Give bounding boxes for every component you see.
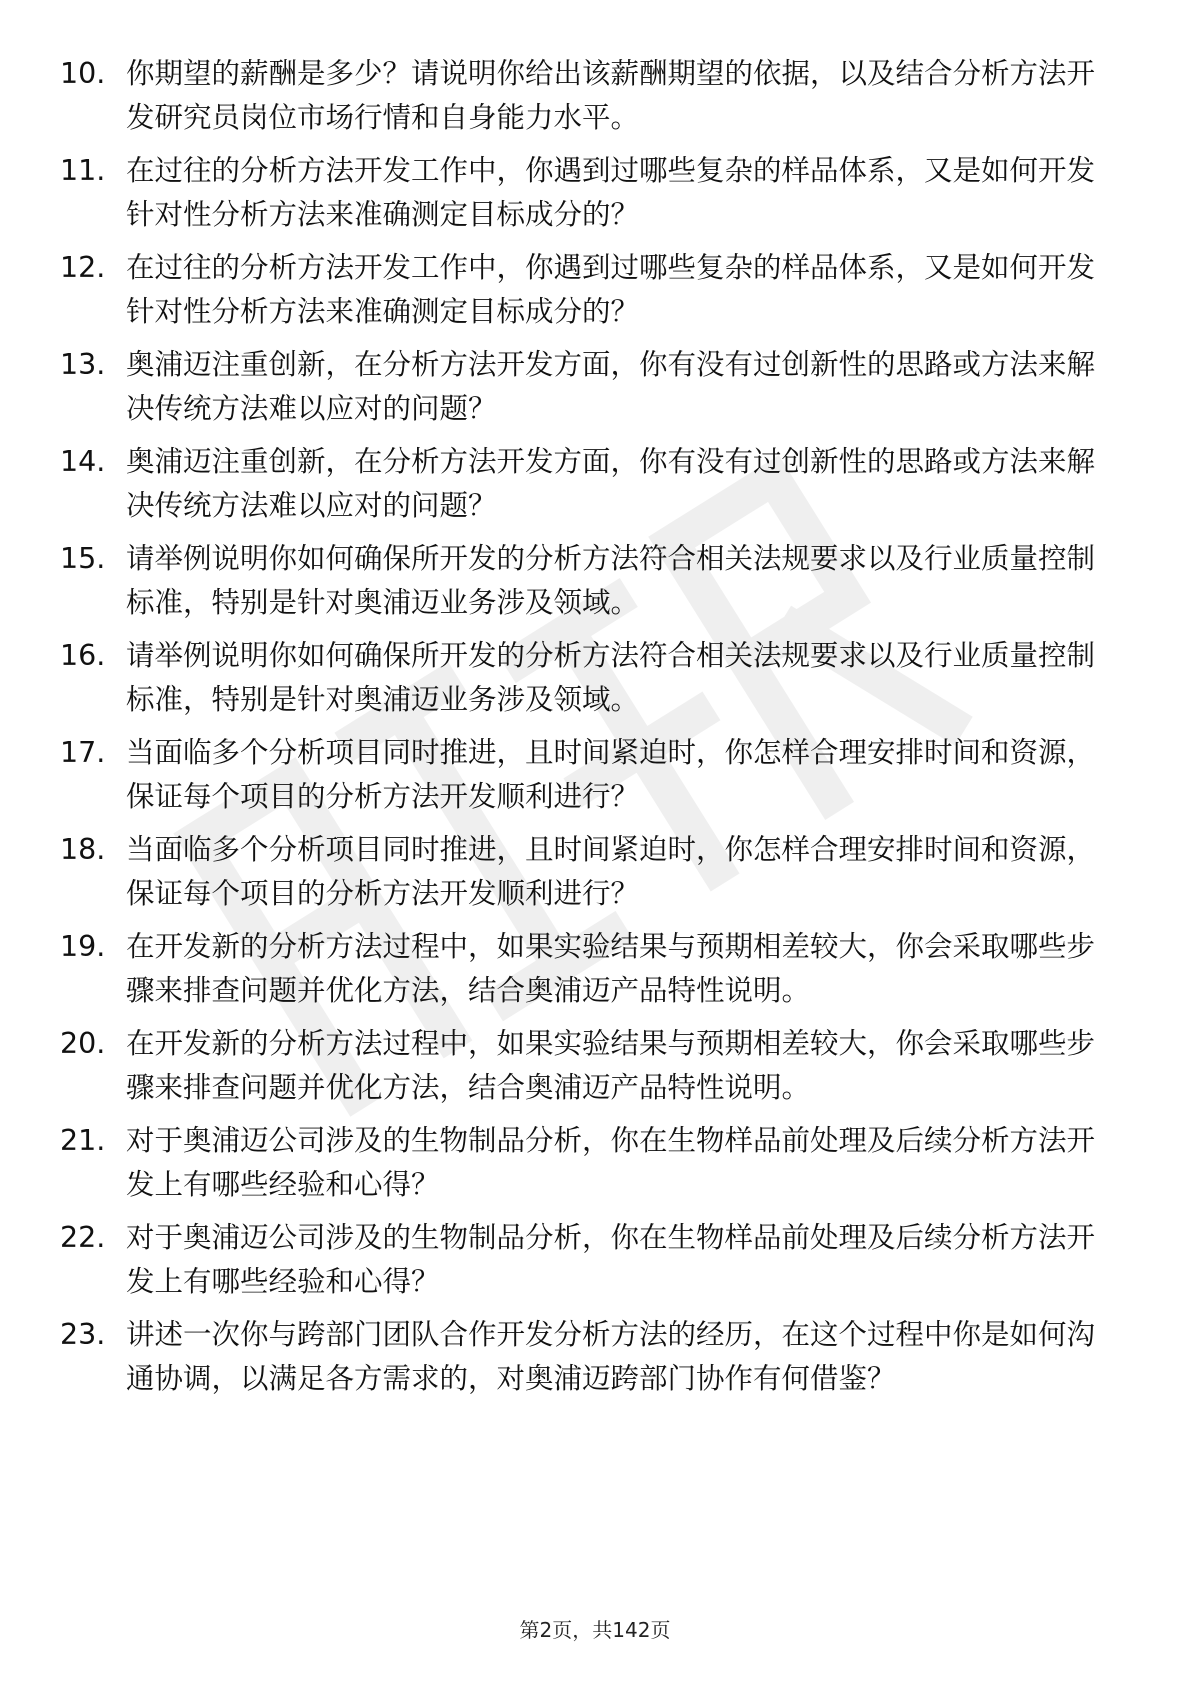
question-number: 13.	[60, 348, 106, 381]
question-text: 在过往的分析方法开发工作中，你遇到过哪些复杂的样品体系，又是如何开发针对性分析方法来准确测定目标成分的？	[126, 154, 1096, 231]
question-number: 15.	[60, 542, 106, 575]
question-item	[60, 634, 1120, 722]
question-text: 在开发新的分析方法过程中，如果实验结果与预期相差较大，你会采取哪些步骤来排查问题并优化方法，结合奥浦迈产品特性说明。	[126, 1027, 1096, 1104]
question-item	[60, 1216, 1120, 1304]
question-text: 当面临多个分析项目同时推进，且时间紧迫时，你怎样合理安排时间和资源，保证每个项目的分析方法开发顺利进行？	[126, 833, 1096, 910]
question-item	[60, 440, 1120, 528]
question-number: 14.	[60, 445, 106, 478]
question-text: 奥浦迈注重创新，在分析方法开发方面，你有没有过创新性的思路或方法来解决传统方法难以应对的问题？	[126, 445, 1096, 522]
question-text: 奥浦迈注重创新，在分析方法开发方面，你有没有过创新性的思路或方法来解决传统方法难以应对的问题？	[126, 348, 1096, 425]
question-item	[60, 149, 1120, 237]
question-item	[60, 1119, 1120, 1207]
page-footer: 第2页，共142页	[519, 1618, 671, 1642]
question-text: 请举例说明你如何确保所开发的分析方法符合相关法规要求以及行业质量控制标准，特别是针对奥浦迈业务涉及领域。	[126, 639, 1096, 716]
question-number: 11.	[60, 154, 106, 187]
question-list	[60, 52, 1120, 1410]
question-text: 你期望的薪酬是多少？请说明你给出该薪酬期望的依据，以及结合分析方法开发研究员岗位市场行情和自身能力水平。	[126, 57, 1096, 134]
question-number: 17.	[60, 736, 106, 769]
question-item	[60, 828, 1120, 916]
question-text: 在开发新的分析方法过程中，如果实验结果与预期相差较大，你会采取哪些步骤来排查问题并优化方法，结合奥浦迈产品特性说明。	[126, 930, 1096, 1007]
question-number: 12.	[60, 251, 106, 284]
question-text: 对于奥浦迈公司涉及的生物制品分析，你在生物样品前处理及后续分析方法开发上有哪些经验和心得？	[126, 1221, 1096, 1298]
question-number: 22.	[60, 1221, 106, 1254]
question-number: 20.	[60, 1027, 106, 1060]
question-number: 19.	[60, 930, 106, 963]
question-item	[60, 52, 1120, 140]
question-text: 在过往的分析方法开发工作中，你遇到过哪些复杂的样品体系，又是如何开发针对性分析方法来准确测定目标成分的？	[126, 251, 1096, 328]
question-item	[60, 1313, 1120, 1401]
question-number: 10.	[60, 57, 106, 90]
question-number: 23.	[60, 1318, 106, 1351]
question-item	[60, 925, 1120, 1013]
question-item	[60, 246, 1120, 334]
question-number: 16.	[60, 639, 106, 672]
question-number: 21.	[60, 1124, 106, 1157]
question-text: 讲述一次你与跨部门团队合作开发分析方法的经历，在这个过程中你是如何沟通协调，以满足各方需求的，对奥浦迈跨部门协作有何借鉴？	[126, 1318, 1096, 1395]
question-text: 对于奥浦迈公司涉及的生物制品分析，你在生物样品前处理及后续分析方法开发上有哪些经验和心得？	[126, 1124, 1096, 1201]
question-text: 请举例说明你如何确保所开发的分析方法符合相关法规要求以及行业质量控制标准，特别是针对奥浦迈业务涉及领域。	[126, 542, 1096, 619]
question-item	[60, 1022, 1120, 1110]
question-text: 当面临多个分析项目同时推进，且时间紧迫时，你怎样合理安排时间和资源，保证每个项目的分析方法开发顺利进行？	[126, 736, 1096, 813]
question-number: 18.	[60, 833, 106, 866]
question-item	[60, 343, 1120, 431]
question-item	[60, 731, 1120, 819]
question-item	[60, 537, 1120, 625]
